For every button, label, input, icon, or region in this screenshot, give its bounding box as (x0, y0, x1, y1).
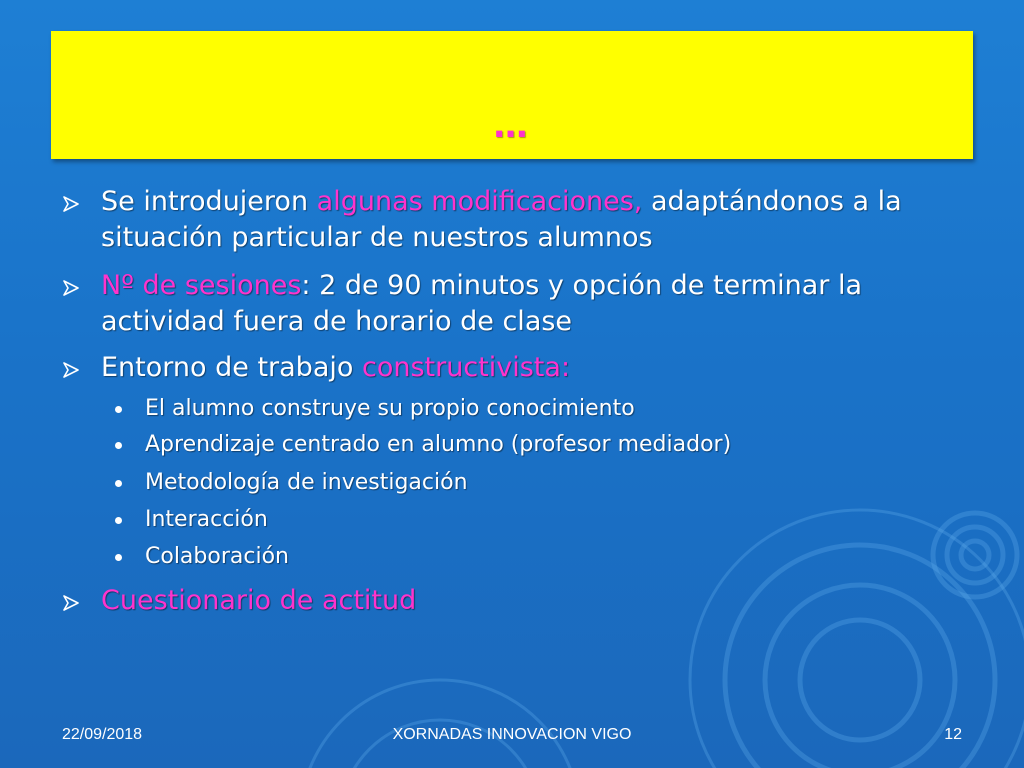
footer-page-number: 12 (944, 726, 962, 743)
bullet-text: Entorno de trabajo constructivista: (101, 352, 571, 383)
arrow-bullet-icon (62, 362, 80, 378)
bullet-item (62, 184, 972, 256)
arrow-bullet-icon (62, 196, 80, 212)
slide-title: … (493, 106, 531, 146)
bullet-text: Nº de sesiones: 2 de 90 minutos y opción de terminar la actividad fuera de horario de clase (101, 270, 863, 337)
bullet-item (62, 268, 972, 340)
footer-date: 22/09/2018 (62, 726, 143, 743)
sub-bullet-item (112, 391, 972, 427)
sub-bullet-text: El alumno construye su propio conocimiento (145, 396, 635, 421)
dot-bullet-icon (115, 517, 122, 524)
sub-bullet-text: Colaboración (145, 544, 289, 569)
dot-bullet-icon (115, 554, 122, 561)
sub-bullet-item (112, 502, 972, 538)
footer-event: XORNADAS INNOVACION VIGO (392, 726, 632, 743)
bullet-text: Se introdujeron algunas modificaciones, adaptándonos a la situación particular de nuestros alumnos (101, 186, 902, 253)
sub-bullet-text: Metodología de investigación (145, 470, 468, 495)
title-box (51, 31, 973, 159)
sub-bullet-item (112, 539, 972, 575)
arrow-bullet-icon (62, 280, 80, 296)
sub-bullet-item (112, 427, 972, 463)
dot-bullet-icon (115, 442, 122, 449)
sub-bullet-item (112, 465, 972, 501)
dot-bullet-icon (115, 480, 122, 487)
bullet-text: Cuestionario de actitud (101, 585, 417, 616)
bullet-item (62, 350, 972, 386)
sub-bullet-text: Interacción (145, 507, 268, 532)
arrow-bullet-icon (62, 595, 80, 611)
dot-bullet-icon (115, 406, 122, 413)
sub-bullet-text: Aprendizaje centrado en alumno (profesor mediador) (145, 432, 732, 457)
bullet-item (62, 583, 972, 619)
